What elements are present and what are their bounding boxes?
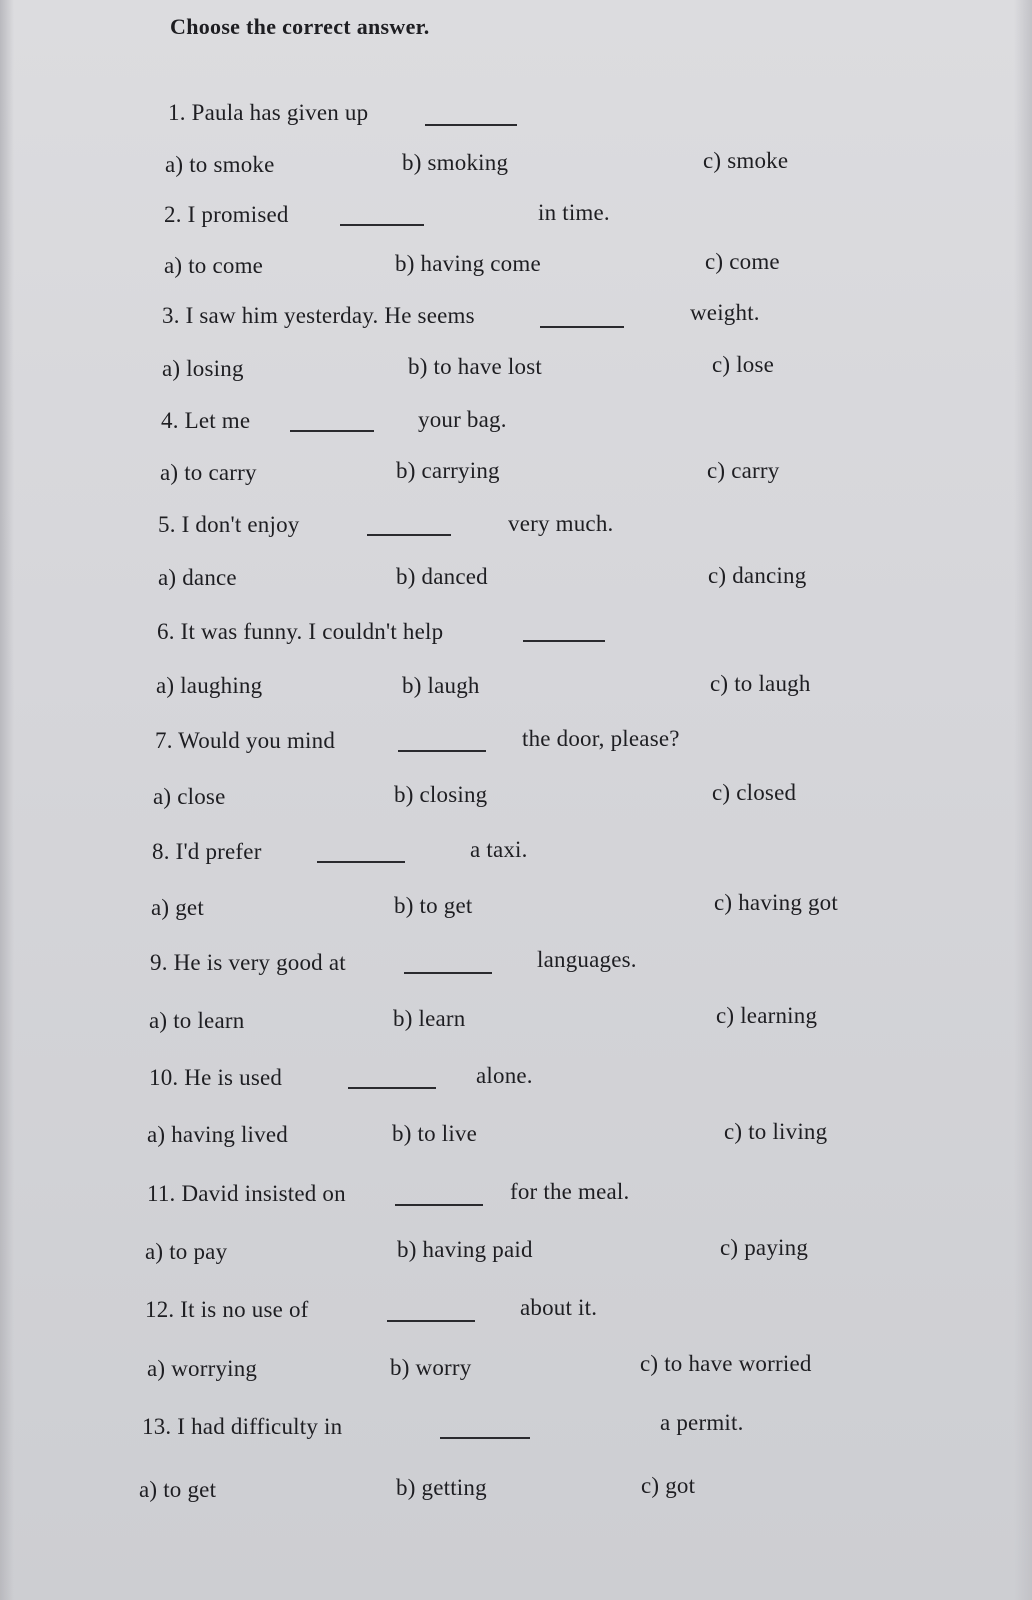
question-5-option-a: a) dance <box>158 565 237 590</box>
question-5-stem: 5. I don't enjoy <box>158 512 300 537</box>
question-9-option-a: a) to learn <box>149 1008 245 1033</box>
question-11-after: for the meal. <box>510 1179 630 1204</box>
question-4-option-c: c) carry <box>707 458 780 483</box>
question-5-option-c: c) dancing <box>708 563 807 588</box>
question-7-option-c: c) closed <box>712 780 797 805</box>
question-13-option-b: b) getting <box>396 1475 487 1500</box>
question-5-after: very much. <box>508 511 614 536</box>
question-3-stem: 3. I saw him yesterday. He seems <box>162 303 475 328</box>
question-10-option-a: a) having lived <box>147 1122 288 1147</box>
question-11-blank <box>395 1204 483 1206</box>
question-9-option-b: b) learn <box>393 1006 466 1031</box>
question-12-blank <box>387 1320 475 1322</box>
question-7-stem: 7. Would you mind <box>155 728 336 753</box>
question-2-option-b: b) having come <box>395 251 541 276</box>
question-4-option-a: a) to carry <box>160 460 257 485</box>
question-8-option-a: a) get <box>151 895 204 920</box>
question-6-option-c: c) to laugh <box>710 671 811 696</box>
question-6-option-a: a) laughing <box>156 673 263 698</box>
question-11-option-b: b) having paid <box>397 1237 533 1262</box>
question-1-option-b: b) smoking <box>402 150 509 175</box>
question-13-option-a: a) to get <box>139 1477 217 1502</box>
question-5-blank <box>367 534 451 536</box>
question-3-option-b: b) to have lost <box>408 354 542 379</box>
question-13-blank <box>440 1437 530 1439</box>
question-12-stem: 12. It is no use of <box>145 1297 309 1322</box>
question-11-option-c: c) paying <box>720 1235 809 1260</box>
question-2-option-a: a) to come <box>164 253 264 278</box>
question-10-after: alone. <box>476 1063 533 1088</box>
question-8-option-b: b) to get <box>394 893 473 918</box>
question-12-option-c: c) to have worried <box>640 1351 812 1376</box>
question-1-option-c: c) smoke <box>703 148 789 173</box>
question-9-option-c: c) learning <box>716 1003 818 1028</box>
question-10-stem: 10. He is used <box>149 1065 283 1090</box>
question-11-stem: 11. David insisted on <box>147 1181 346 1206</box>
question-8-blank <box>317 861 405 863</box>
question-4-blank <box>290 430 374 432</box>
question-3-option-c: c) lose <box>712 352 775 377</box>
question-2-blank <box>340 224 424 226</box>
question-9-stem: 9. He is very good at <box>150 950 346 975</box>
question-5-option-b: b) danced <box>396 564 488 589</box>
question-3-blank <box>540 326 624 328</box>
question-2-after: in time. <box>538 200 610 225</box>
question-1-blank <box>425 124 517 126</box>
question-6-option-b: b) laugh <box>402 673 480 698</box>
question-4-stem: 4. Let me <box>161 408 251 433</box>
question-10-option-c: c) to living <box>724 1119 828 1144</box>
question-10-option-b: b) to live <box>392 1121 478 1146</box>
question-12-after: about it. <box>520 1295 598 1320</box>
question-13-option-c: c) got <box>641 1473 696 1498</box>
question-13-stem: 13. I had difficulty in <box>142 1414 343 1439</box>
question-8-option-c: c) having got <box>714 890 838 915</box>
question-8-stem: 8. I'd prefer <box>152 839 262 864</box>
question-11-option-a: a) to pay <box>145 1239 228 1264</box>
question-12-option-b: b) worry <box>390 1355 472 1380</box>
question-1-stem: 1. Paula has given up <box>168 100 369 125</box>
question-3-option-a: a) losing <box>162 356 244 381</box>
question-12-option-a: a) worrying <box>147 1356 258 1381</box>
question-7-after: the door, please? <box>522 726 680 751</box>
question-1-option-a: a) to smoke <box>165 152 275 177</box>
question-10-blank <box>348 1087 436 1089</box>
question-9-blank <box>404 972 492 974</box>
question-8-after: a taxi. <box>470 837 528 862</box>
question-2-stem: 2. I promised <box>164 202 289 227</box>
question-7-option-b: b) closing <box>394 782 488 807</box>
question-7-blank <box>398 750 486 752</box>
question-9-after: languages. <box>537 947 637 972</box>
question-13-after: a permit. <box>660 1410 744 1435</box>
question-4-after: your bag. <box>418 407 507 432</box>
question-3-after: weight. <box>690 300 760 325</box>
question-2-option-c: c) come <box>705 249 780 274</box>
worksheet-title: Choose the correct answer. <box>170 14 430 39</box>
question-6-blank <box>523 640 605 642</box>
question-4-option-b: b) carrying <box>396 458 500 483</box>
question-6-stem: 6. It was funny. I couldn't help <box>157 619 444 644</box>
question-7-option-a: a) close <box>153 784 226 809</box>
